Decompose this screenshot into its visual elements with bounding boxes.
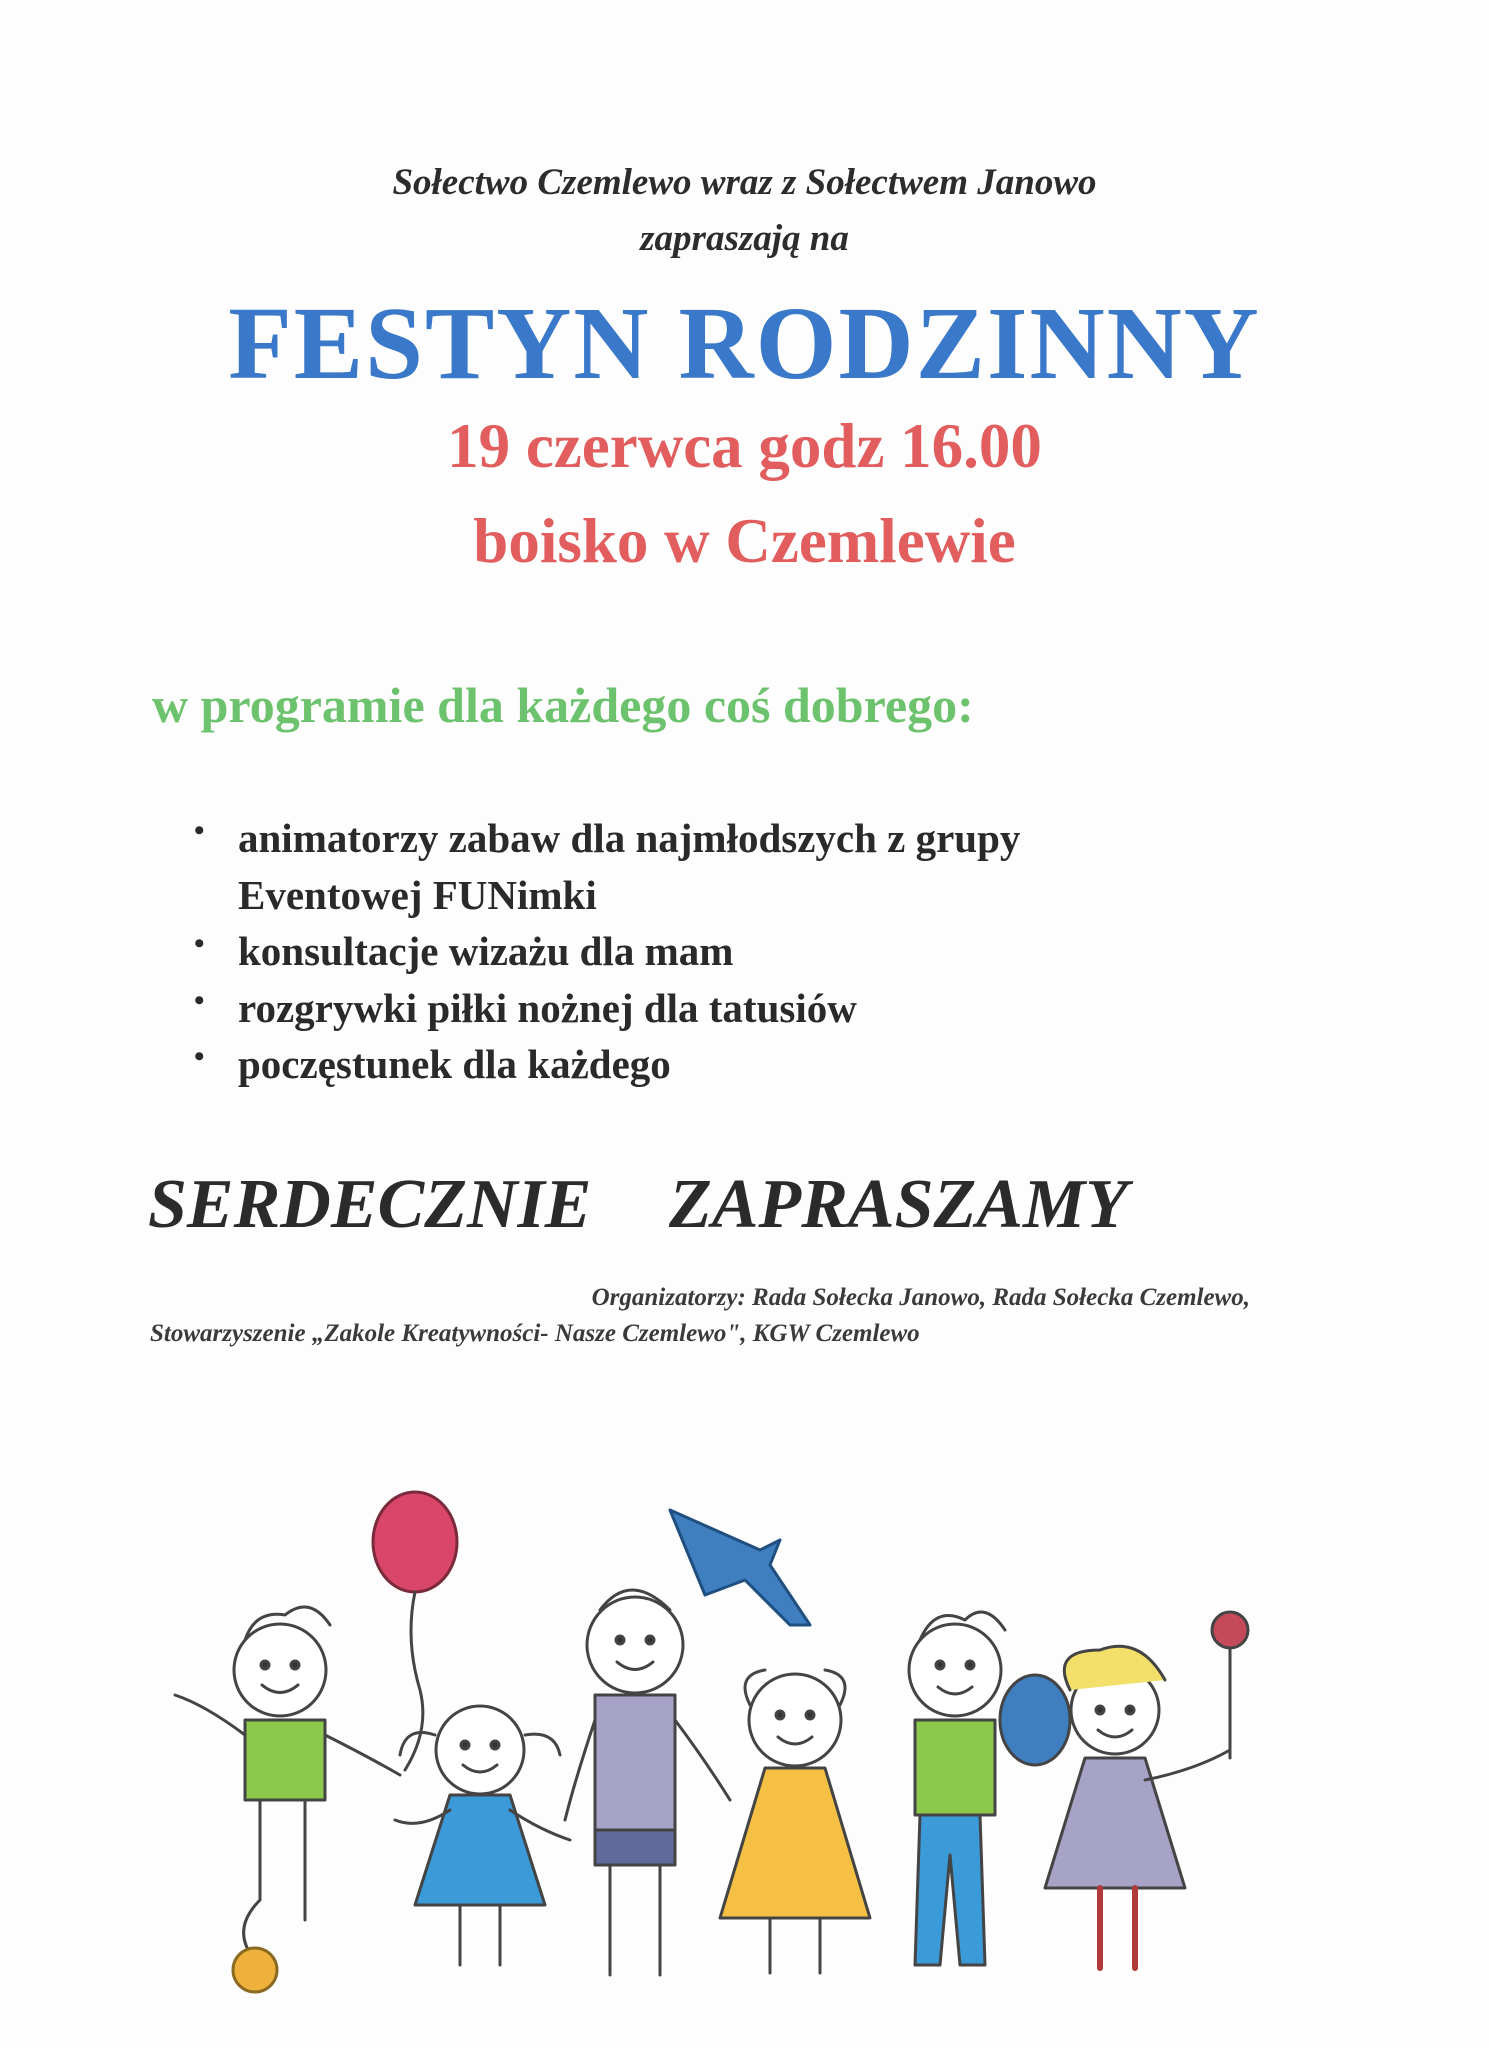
welcome-text: SERDECZNIE ZAPRASZAMY [148,1166,1128,1243]
list-item [190,1036,1290,1093]
flower-icon [1212,1612,1248,1648]
organizers-line-2: Stowarzyszenie „Zakole Kreatywności- Nasze Czemlewo", KGW Czemlewo [150,1320,920,1347]
organizers-line-1: Organizatorzy: Rada Sołecka Janowo, Rada Sołecka Czemlewo, [591,1284,1250,1311]
list-item-text: animatorzy zabaw dla najmłodszych z grupy [238,815,1021,861]
balloon-icon [373,1492,457,1592]
event-place: boisko w Czemlewie [473,506,1016,576]
program-heading: w programie dla każdego coś dobrego: [152,677,974,733]
bullet-icon: • [194,814,205,847]
event-date-time: 19 czerwca godz 16.00 [447,411,1042,481]
ball-icon [1000,1675,1070,1765]
list-item-text: konsultacje wizażu dla mam [238,928,734,975]
list-item-text: rozgrywki piłki nożnej dla tatusiów [238,984,857,1031]
list-item [190,810,1290,923]
airplane-icon [670,1510,810,1625]
bullet-icon: • [194,927,205,961]
list-item-text-continued: Eventowej FUNimki [238,871,597,918]
list-item [190,980,1290,1037]
intro-line-2: zapraszają na [640,218,849,259]
children-illustration [130,1480,1330,2000]
intro-line-1: Sołectwo Czemlewo wraz z Sołectwem Janowo [392,162,1097,203]
bullet-icon: • [194,1040,205,1074]
bullet-icon: • [194,983,205,1017]
list-item-text: poczęstunek dla każdego [238,1041,671,1088]
event-title: FESTYN RODZINNY [228,286,1261,401]
program-list [190,810,1290,1093]
list-item [190,923,1290,980]
